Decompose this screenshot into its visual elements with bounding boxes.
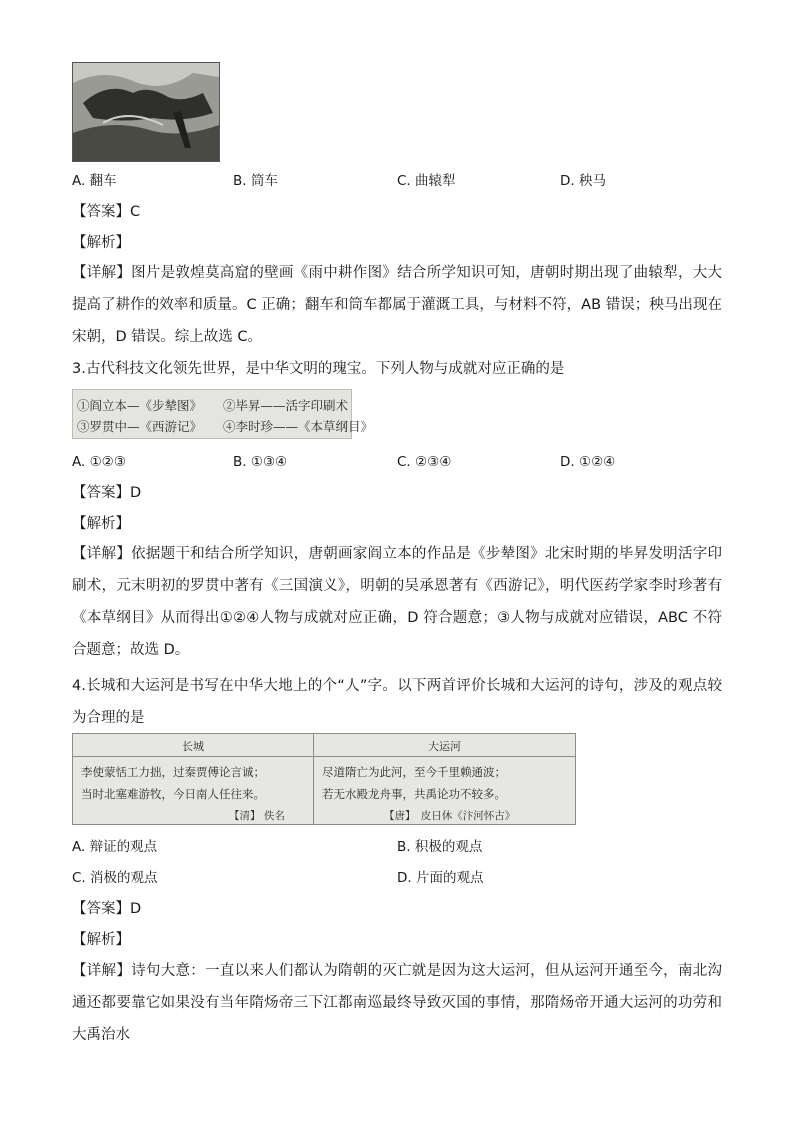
poem-great-wall-source: 【清】 佚名 bbox=[229, 810, 285, 822]
q2-detail: 【详解】图片是敦煌莫高窟的壁画《雨中耕作图》结合所学知识可知，唐朝时期出现了曲辕犁，大大提高了耕作的效率和质量。C 正确；翻车和筒车都属于灌溉工具，与材料不符，AB 错误；秧马出现在宋朝，D 错误。综上故选 C。 bbox=[72, 265, 722, 345]
q3-item-1: ①阎立本—《步辇图》 bbox=[77, 398, 203, 413]
poem-grand-canal-source: 【唐】 皮日休《汴河怀古》 bbox=[384, 810, 516, 822]
q3-option-c: C. ②③④ bbox=[397, 454, 452, 470]
poem-great-wall bbox=[73, 734, 314, 824]
q3-item-3: ③罗贯中—《西游记》 bbox=[77, 419, 203, 434]
mural-image bbox=[73, 63, 219, 161]
q2-option-c: C. 曲辕犁 bbox=[397, 173, 456, 189]
q4-answer: 【答案】D bbox=[72, 901, 142, 917]
poem-grand-canal-line1: 尽道隋亡为此河，至今千里赖通波； bbox=[322, 765, 506, 779]
q2-option-b: B. 筒车 bbox=[233, 173, 278, 189]
q3-stem: 3.古代科技文化领先世界，是中华文明的瑰宝。下列人物与成就对应正确的是 bbox=[72, 361, 565, 377]
q3-option-a: A. ①②③ bbox=[72, 454, 126, 470]
q3-item-2: ②毕昇——活字印刷术 bbox=[223, 398, 349, 413]
q3-answer: 【答案】D bbox=[72, 485, 142, 501]
q3-item-4: ④李时珍——《本草纲目》 bbox=[223, 419, 374, 434]
mural-photo bbox=[72, 62, 220, 162]
q2-answer: 【答案】C bbox=[72, 204, 141, 220]
q4-stem: 4.长城和大运河是书写在中华大地上的个“人”字。以下两首评价长城和大运河的诗句，涉及的观点较为合理的是 bbox=[72, 678, 722, 726]
q4-detail: 【详解】诗句大意：一直以来人们都认为隋朝的灭亡就是因为这大运河，但从运河开通至今，南北沟通还都要靠它如果没有当年隋炀帝三下江都南巡最终导致灭国的事情，那隋炀帝开通大运河的功劳和大禹治水 bbox=[72, 963, 722, 1043]
poem-grand-canal-line2: 若无水殿龙舟事，共禹论功不较多。 bbox=[322, 787, 506, 801]
q2-option-a: A. 翻车 bbox=[72, 173, 117, 189]
poem-grand-canal-title: 大运河 bbox=[428, 740, 461, 753]
q4-poem-table bbox=[72, 733, 576, 825]
poem-great-wall-line2: 当时北塞难游牧，今日南人任往来。 bbox=[81, 787, 265, 801]
q2-analysis-label: 【解析】 bbox=[72, 235, 130, 251]
q2-option-d: D. 秧马 bbox=[560, 173, 606, 189]
q3-items-box bbox=[72, 389, 374, 439]
poem-grand-canal bbox=[314, 734, 575, 824]
poem-great-wall-line1: 李使蒙恬工力拙，过秦贾傅论言诚； bbox=[81, 765, 265, 779]
poem-great-wall-title: 长城 bbox=[182, 740, 204, 753]
q3-option-b: B. ①③④ bbox=[233, 454, 288, 470]
q4-analysis-label: 【解析】 bbox=[72, 932, 130, 948]
q3-option-d: D. ①②④ bbox=[560, 454, 616, 470]
q4-option-d: D. 片面的观点 bbox=[397, 870, 484, 886]
q3-detail: 【详解】依据题干和结合所学知识，唐朝画家阎立本的作品是《步辇图》北宋时期的毕昇发明活字印刷术，元末明初的罗贯中著有《三国演义》，明朝的吴承恩著有《西游记》，明代医药学家李时珍著有《本草纲目》从而得出①②④人物与成就对应正确，D 符合题意；③人物与成就对应错误，ABC 不符合题意；故选 D。 bbox=[72, 546, 722, 658]
q4-option-b: B. 积极的观点 bbox=[397, 839, 483, 855]
q4-option-c: C. 消极的观点 bbox=[72, 870, 158, 886]
q3-analysis-label: 【解析】 bbox=[72, 516, 130, 532]
q4-option-a: A. 辩证的观点 bbox=[72, 839, 158, 855]
